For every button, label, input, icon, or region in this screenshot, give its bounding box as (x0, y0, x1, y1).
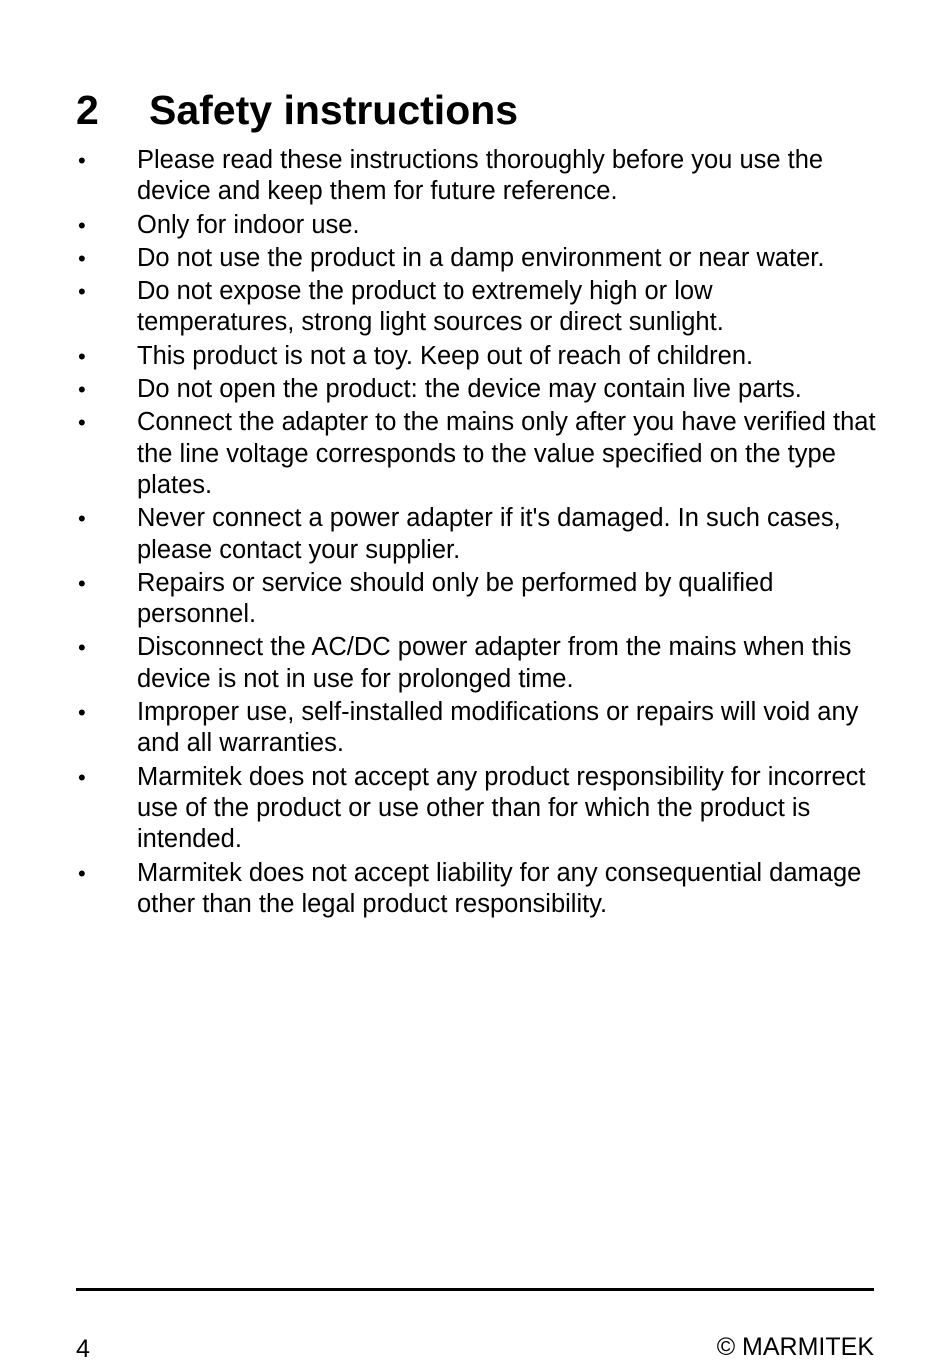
list-item-text: Never connect a power adapter if it's damaged. In such cases, please contact your supplier. (137, 504, 841, 564)
list-item (76, 341, 876, 372)
list-item-text: Do not open the product: the device may contain live parts. (137, 375, 802, 404)
list-item (76, 210, 876, 241)
section-title: Safety instructions (149, 87, 519, 133)
bullet-icon: • (78, 506, 86, 532)
bullet-icon: • (78, 212, 86, 238)
list-item-text: Marmitek does not accept liability for any consequential damage other than the legal product responsibility. (137, 858, 862, 918)
bullet-icon: • (78, 700, 86, 726)
page-number: 4 (76, 1335, 90, 1363)
list-item (76, 503, 876, 566)
bullet-icon: • (78, 635, 86, 661)
bullet-icon: • (78, 764, 86, 790)
bullet-icon: • (78, 377, 86, 403)
list-item (76, 145, 876, 208)
list-item-text: This product is not a toy. Keep out of reach of children. (137, 341, 754, 370)
list-item-text: Marmitek does not accept any product responsibility for incorrect use of the product or use other than for which the product is intended. (137, 762, 866, 854)
list-item (76, 276, 876, 339)
section-heading (76, 84, 518, 136)
list-item-text: Disconnect the AC/DC power adapter from the mains when this device is not in use for prolonged time. (137, 633, 852, 693)
list-item (76, 762, 876, 856)
list-item (76, 858, 876, 921)
bullet-icon: • (78, 148, 86, 173)
bullet-icon: • (78, 410, 86, 436)
bullet-icon: • (78, 279, 86, 305)
list-item (76, 697, 876, 760)
list-item (76, 407, 876, 501)
list-item-text: Do not expose the product to extremely high or low temperatures, strong light sources or direct sunlight. (137, 277, 724, 337)
bullet-icon: • (78, 343, 86, 369)
bullet-icon: • (78, 245, 86, 271)
list-item-text: Only for indoor use. (137, 210, 360, 239)
bullet-icon: • (78, 570, 86, 596)
list-item-text: Please read these instructions thoroughly before you use the device and keep them for future reference. (137, 146, 824, 206)
list-item (76, 243, 876, 274)
safety-instructions-list (76, 145, 876, 922)
section-number: 2 (76, 87, 99, 133)
list-item-text: Repairs or service should only be performed by qualified personnel. (137, 568, 774, 629)
list-item (76, 568, 876, 631)
list-item (76, 374, 876, 405)
list-item-text: Improper use, self-installed modifications or repairs will void any and all warranties. (137, 698, 859, 758)
footer-divider (76, 1288, 874, 1291)
list-item-text: Do not use the product in a damp environment or near water. (137, 243, 825, 272)
copyright-notice: © MARMITEK (716, 1333, 874, 1361)
list-item-text: Connect the adapter to the mains only after you have verified that the line voltage corresponds to the value specified on the type plates. (137, 408, 876, 499)
list-item (76, 632, 876, 695)
bullet-icon: • (78, 860, 86, 886)
